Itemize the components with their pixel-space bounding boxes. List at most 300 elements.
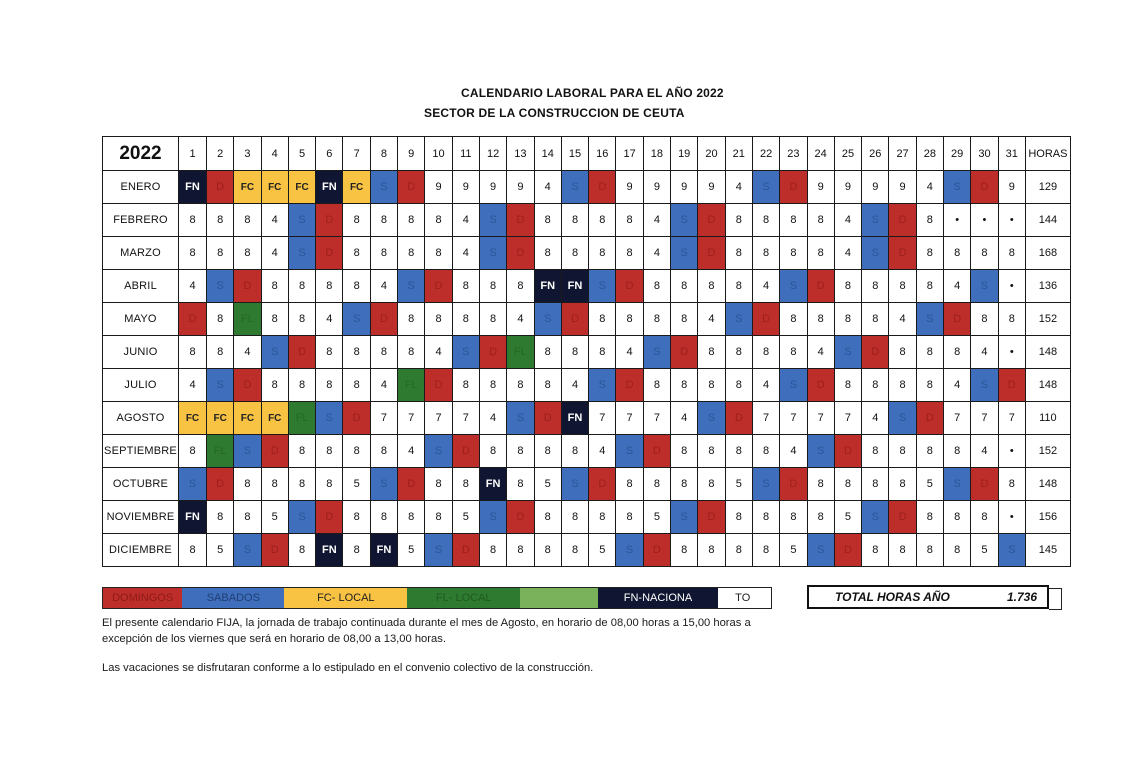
day-cell: S [780,369,807,402]
day-cell: D [780,468,807,501]
day-cell: 4 [398,435,425,468]
total-hours-box [807,585,1049,609]
day-cell: 8 [425,501,452,534]
day-cell: 8 [234,501,261,534]
day-cell: 8 [425,468,452,501]
day-cell: 5 [343,468,370,501]
day-cell: S [561,171,588,204]
day-cell: 8 [944,237,971,270]
month-label: JUNIO [103,336,179,369]
day-header: 29 [944,137,971,171]
day-header: 14 [534,137,561,171]
day-cell: 9 [643,171,670,204]
day-cell: 5 [780,534,807,567]
day-cell: 4 [179,369,207,402]
day-cell: D [234,369,261,402]
day-cell: 8 [643,468,670,501]
day-cell: 8 [261,270,288,303]
day-cell: 8 [752,237,779,270]
day-cell: 8 [616,237,643,270]
day-cell: 8 [507,435,534,468]
month-hours: 152 [1025,435,1070,468]
day-cell: S [971,369,998,402]
day-cell: D [698,204,725,237]
day-cell: S [752,468,779,501]
day-cell: 8 [971,303,998,336]
day-cell: 5 [916,468,943,501]
day-cell: D [643,435,670,468]
day-cell: 5 [834,501,861,534]
day-cell: 8 [425,237,452,270]
day-cell: 8 [343,237,370,270]
day-cell: D [643,534,670,567]
day-cell: 5 [971,534,998,567]
day-cell: D [589,468,616,501]
day-cell: 7 [780,402,807,435]
day-cell: 8 [944,336,971,369]
day-cell: 8 [261,303,288,336]
day-cell: 4 [316,303,343,336]
day-cell: 8 [507,270,534,303]
day-cell: D [425,270,452,303]
day-cell: S [207,270,234,303]
day-cell: 8 [916,501,943,534]
day-cell: 8 [998,468,1025,501]
day-cell: FN [316,534,343,567]
day-cell: 8 [425,204,452,237]
day-cell: 4 [944,270,971,303]
day-cell: 4 [834,237,861,270]
day-cell: FC [261,171,288,204]
day-cell: 8 [316,270,343,303]
day-cell: 8 [452,369,479,402]
day-cell: FN [179,171,207,204]
day-cell: 8 [916,435,943,468]
month-row [103,270,1071,303]
day-cell: 8 [589,501,616,534]
day-cell: 8 [834,270,861,303]
note-vacations: Las vacaciones se disfrutaran conforme a lo estipulado en el convenio colectivo de la construcción. [102,662,594,674]
day-cell: S [752,171,779,204]
day-cell: 8 [589,303,616,336]
day-cell: 8 [998,237,1025,270]
day-cell: 8 [862,303,889,336]
day-cell: 8 [179,237,207,270]
day-cell: 8 [179,534,207,567]
month-label: ABRIL [103,270,179,303]
day-cell: FC [261,402,288,435]
document-subtitle: SECTOR DE LA CONSTRUCCION DE CEUTA [424,106,685,120]
day-cell: D [998,369,1025,402]
day-cell: 8 [671,369,698,402]
day-cell: FN [534,270,561,303]
day-cell: 8 [534,336,561,369]
day-cell: 9 [479,171,506,204]
day-cell: 9 [834,171,861,204]
day-cell: 7 [998,402,1025,435]
day-cell: D [561,303,588,336]
day-cell: 7 [398,402,425,435]
legend [102,587,772,609]
day-cell: 4 [725,171,752,204]
day-cell: 8 [944,501,971,534]
day-cell: S [288,204,315,237]
month-label: ENERO [103,171,179,204]
month-row [103,204,1071,237]
day-cell: S [725,303,752,336]
month-row [103,435,1071,468]
day-cell: 8 [534,204,561,237]
day-cell: D [179,303,207,336]
day-header: 13 [507,137,534,171]
day-cell: S [916,303,943,336]
day-cell: FL [207,435,234,468]
day-cell: 4 [507,303,534,336]
day-cell: FN [561,402,588,435]
day-cell: 8 [316,369,343,402]
day-cell: S [507,402,534,435]
day-cell: S [862,237,889,270]
day-cell: D [971,468,998,501]
day-cell: S [207,369,234,402]
day-cell: 8 [643,270,670,303]
day-header: 11 [452,137,479,171]
day-cell: D [589,171,616,204]
day-cell: D [343,402,370,435]
month-hours: 148 [1025,336,1070,369]
day-cell: 9 [889,171,916,204]
day-cell: 8 [971,501,998,534]
day-cell: 8 [834,468,861,501]
day-cell: 8 [288,435,315,468]
day-cell: S [698,402,725,435]
day-cell: FC [343,171,370,204]
day-cell: 8 [889,468,916,501]
day-cell: 8 [862,468,889,501]
day-header: 1 [179,137,207,171]
month-label: AGOSTO [103,402,179,435]
day-header: 10 [425,137,452,171]
day-cell: 8 [561,237,588,270]
day-cell: S [534,303,561,336]
day-cell: 8 [452,468,479,501]
day-cell: 8 [561,435,588,468]
day-cell: 8 [398,303,425,336]
day-cell: 8 [179,204,207,237]
day-cell: • [944,204,971,237]
day-cell: 8 [616,303,643,336]
day-cell: S [288,501,315,534]
day-cell: 5 [398,534,425,567]
day-cell: 4 [234,336,261,369]
day-cell: 8 [561,534,588,567]
day-header: 4 [261,137,288,171]
day-cell: 5 [725,468,752,501]
day-cell: 4 [452,237,479,270]
day-cell: 8 [616,204,643,237]
day-cell: S [589,270,616,303]
total-box-tail [1049,588,1062,610]
day-cell: 8 [343,435,370,468]
day-cell: 8 [370,237,397,270]
day-cell: 4 [671,402,698,435]
day-cell: S [944,171,971,204]
day-cell: 7 [807,402,834,435]
day-cell: D [507,237,534,270]
day-cell: 8 [343,204,370,237]
day-cell: 8 [916,369,943,402]
day-cell: FC [288,171,315,204]
month-hours: 144 [1025,204,1070,237]
day-cell: 8 [780,303,807,336]
day-cell: 8 [698,270,725,303]
month-row [103,468,1071,501]
day-cell: 8 [807,468,834,501]
day-cell: 8 [916,237,943,270]
day-cell: 9 [998,171,1025,204]
day-cell: 7 [370,402,397,435]
day-cell: 8 [370,336,397,369]
day-cell: 5 [207,534,234,567]
day-cell: 8 [343,270,370,303]
day-cell: 8 [316,468,343,501]
day-cell: 8 [725,435,752,468]
day-cell: FN [370,534,397,567]
day-cell: 8 [671,468,698,501]
day-cell: 8 [725,204,752,237]
day-cell: 4 [261,237,288,270]
month-label: SEPTIEMBRE [103,435,179,468]
day-cell: 8 [343,369,370,402]
day-cell: 8 [534,435,561,468]
day-cell: 8 [671,435,698,468]
day-cell: 8 [916,204,943,237]
day-cell: S [834,336,861,369]
day-cell: S [479,204,506,237]
day-header: 7 [343,137,370,171]
day-cell: 9 [807,171,834,204]
day-cell: 4 [370,270,397,303]
year-header: 2022 [103,137,179,171]
month-row [103,402,1071,435]
day-cell: 8 [507,369,534,402]
day-cell: 8 [370,435,397,468]
day-cell: 8 [589,204,616,237]
day-cell: 8 [288,534,315,567]
day-cell: 8 [207,336,234,369]
day-cell: S [944,468,971,501]
day-cell: 4 [616,336,643,369]
month-row [103,303,1071,336]
day-cell: 5 [261,501,288,534]
day-cell: 4 [780,435,807,468]
day-cell: D [752,303,779,336]
calendar-table [102,136,1071,567]
day-cell: 8 [834,303,861,336]
day-cell: D [671,336,698,369]
day-cell: 7 [643,402,670,435]
day-cell: 4 [179,270,207,303]
day-cell: 8 [207,303,234,336]
day-cell: S [316,402,343,435]
day-header: 31 [998,137,1025,171]
day-cell: 8 [916,336,943,369]
month-label: JULIO [103,369,179,402]
day-cell: S [616,435,643,468]
day-cell: S [561,468,588,501]
day-cell: D [916,402,943,435]
day-cell: 8 [725,237,752,270]
month-row [103,237,1071,270]
day-cell: 8 [561,501,588,534]
day-cell: 8 [479,435,506,468]
day-cell: 4 [452,204,479,237]
day-cell: 8 [780,336,807,369]
day-cell: D [398,468,425,501]
day-cell: 8 [780,204,807,237]
day-cell: 8 [316,435,343,468]
day-cell: S [671,204,698,237]
day-cell: D [234,270,261,303]
total-hours-label: TOTAL HORAS AÑO [835,590,950,604]
day-cell: • [971,204,998,237]
legend-domingos: DOMINGOS [103,588,182,608]
day-cell: D [807,270,834,303]
day-cell: 8 [589,336,616,369]
month-hours: 148 [1025,369,1070,402]
day-cell: 8 [807,303,834,336]
day-cell: • [998,501,1025,534]
day-cell: 8 [479,369,506,402]
day-header: 17 [616,137,643,171]
day-cell: S [671,237,698,270]
day-cell: 8 [862,534,889,567]
day-cell: S [671,501,698,534]
day-cell: 8 [971,237,998,270]
day-cell: D [944,303,971,336]
day-cell: 8 [916,270,943,303]
day-header: 12 [479,137,506,171]
legend-sabados: SABADOS [182,588,284,608]
day-cell: 9 [452,171,479,204]
day-cell: 8 [616,501,643,534]
day-cell: 5 [643,501,670,534]
day-cell: 8 [944,534,971,567]
day-cell: 8 [398,237,425,270]
day-header: 9 [398,137,425,171]
day-cell: 8 [507,534,534,567]
total-hours-value: 1.736 [1006,590,1037,604]
day-header: 24 [807,137,834,171]
day-cell: 8 [534,369,561,402]
day-header: 19 [671,137,698,171]
legend-green-swatch [520,588,597,608]
day-cell: 9 [616,171,643,204]
day-cell: S [616,534,643,567]
day-cell: D [971,171,998,204]
day-cell: S [343,303,370,336]
day-cell: 4 [534,171,561,204]
month-row [103,171,1071,204]
day-header: 21 [725,137,752,171]
day-cell: 7 [452,402,479,435]
day-cell: D [616,369,643,402]
day-cell: 9 [671,171,698,204]
day-cell: 8 [561,204,588,237]
day-cell: 9 [862,171,889,204]
legend-fc-local: FC- LOCAL [284,588,407,608]
day-cell: 4 [425,336,452,369]
day-cell: D [507,204,534,237]
day-cell: S [862,204,889,237]
day-cell: 8 [807,501,834,534]
day-cell: 9 [425,171,452,204]
day-cell: 8 [288,468,315,501]
day-cell: 4 [479,402,506,435]
day-header: 20 [698,137,725,171]
day-cell: D [889,237,916,270]
day-cell: 8 [752,435,779,468]
day-cell: • [998,435,1025,468]
day-cell: D [316,204,343,237]
day-cell: S [589,369,616,402]
day-cell: 4 [561,369,588,402]
day-cell: 8 [370,501,397,534]
day-cell: S [370,171,397,204]
day-cell: 8 [398,336,425,369]
day-cell: 8 [725,336,752,369]
day-cell: D [698,501,725,534]
day-cell: 8 [643,369,670,402]
day-cell: • [998,204,1025,237]
day-cell: 8 [370,204,397,237]
day-cell: FL [398,369,425,402]
day-header: 30 [971,137,998,171]
day-cell: D [862,336,889,369]
day-cell: 7 [971,402,998,435]
day-cell: 8 [398,501,425,534]
day-cell: D [452,435,479,468]
day-cell: 8 [643,303,670,336]
day-cell: 4 [971,435,998,468]
calendar-header-row [103,137,1071,171]
month-label: FEBRERO [103,204,179,237]
day-cell: FN [316,171,343,204]
day-cell: 4 [370,369,397,402]
day-cell: S [807,534,834,567]
day-cell: 8 [752,336,779,369]
day-cell: 8 [998,303,1025,336]
day-cell: 4 [752,270,779,303]
day-header: 15 [561,137,588,171]
day-cell: 9 [507,171,534,204]
month-hours: 136 [1025,270,1070,303]
day-cell: D [889,204,916,237]
day-cell: S [807,435,834,468]
day-cell: 8 [889,270,916,303]
day-cell: • [998,336,1025,369]
day-cell: 8 [862,369,889,402]
day-cell: FN [479,468,506,501]
day-header: 16 [589,137,616,171]
legend-fl-local: FL- LOCAL [407,588,520,608]
day-header: 27 [889,137,916,171]
day-cell: 4 [944,369,971,402]
day-cell: D [261,534,288,567]
day-cell: 8 [207,204,234,237]
day-cell: D [398,171,425,204]
day-header: 28 [916,137,943,171]
